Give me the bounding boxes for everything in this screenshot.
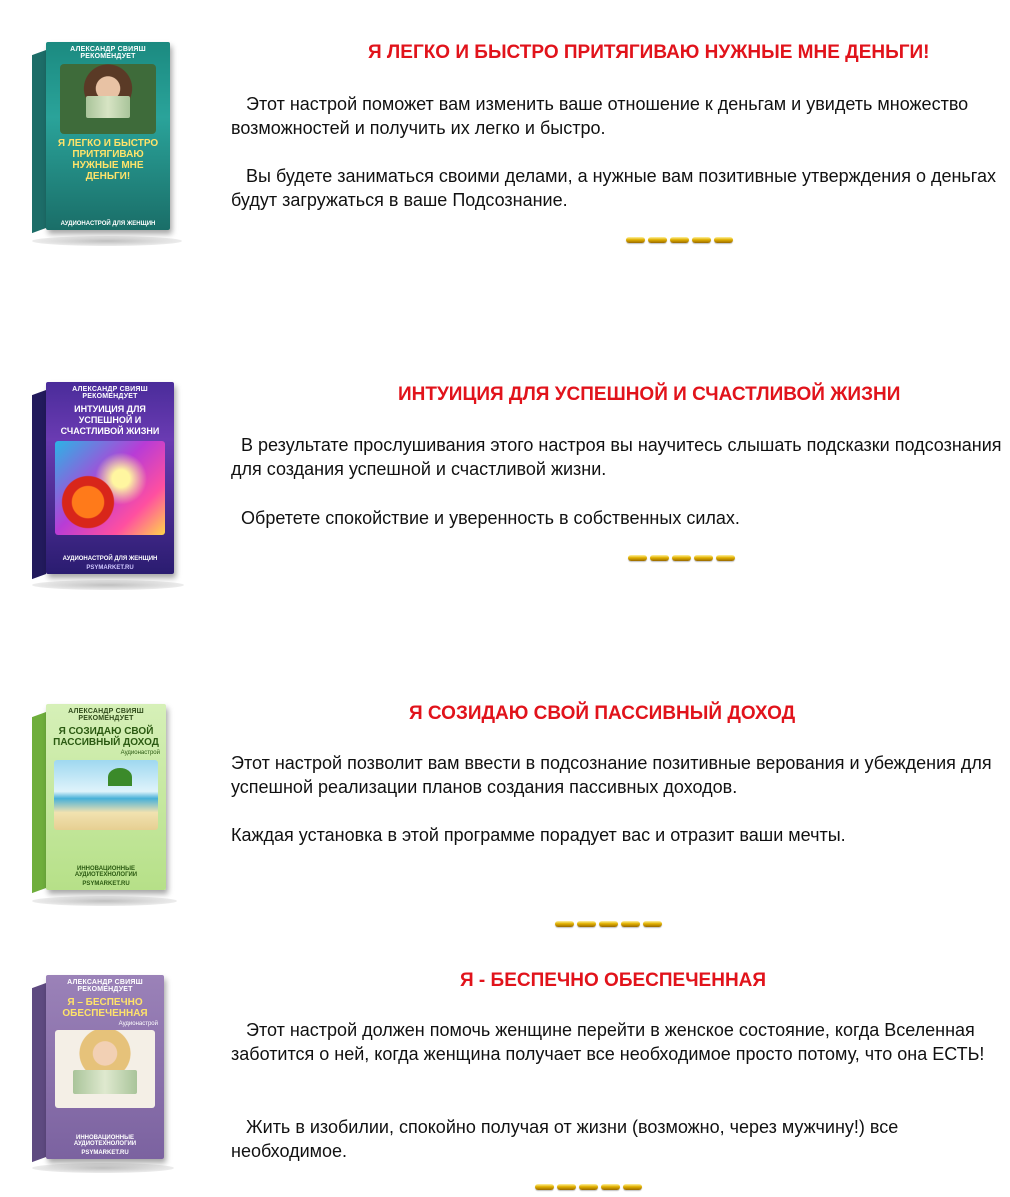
product-desc-4-p2: Жить в изобилии, спокойно получая от жизни (возможно, через мужчину!) все необходимое. <box>231 1117 904 1161</box>
money-icon <box>73 1070 137 1094</box>
beach-photo <box>54 760 158 830</box>
product-desc-3-p2: Каждая установка в этой программе порадует вас и отразит ваши мечты. <box>231 825 846 845</box>
gold-dot-divider-icon <box>628 555 735 563</box>
gold-dot-divider-icon <box>626 237 733 245</box>
woman-photo <box>60 64 156 134</box>
product-title-2: ИНТУИЦИЯ ДЛЯ УСПЕШНОЙ И СЧАСТЛИВОЙ ЖИЗНИ <box>398 384 901 405</box>
box-cover-4: АЛЕКСАНДР СВИЯШ РЕКОМЕНДУЕТ Я – БЕСПЕЧНО ОБЕСПЕЧЕННАЯ Аудионастрой ИННОВАЦИОННЫЕ АУДИОТЕХНОЛОГИИ PSYMARKET.RU <box>46 975 164 1159</box>
gold-dot-divider-icon <box>535 1184 642 1192</box>
box-cover-3: АЛЕКСАНДР СВИЯШ РЕКОМЕНДУЕТ Я СОЗИДАЮ СВОЙ ПАССИВНЫЙ ДОХОД Аудионастрой ИННОВАЦИОННЫЕ АУДИОТЕХНОЛОГИИ PSYMARKET.RU <box>46 704 166 890</box>
product-desc-3-p1: Этот настрой позволит вам ввести в подсознание позитивные верования и убеждения для успешной реализации планов создания пассивных доходов. <box>231 753 997 797</box>
money-icon <box>86 96 130 118</box>
product-box-3[interactable] <box>32 704 170 902</box>
intuition-art <box>55 441 165 535</box>
product-desc-4-p1: Этот настрой должен помочь женщине перейти в женское состояние, когда Вселенная заботится о ней, когда женщина получает все необходимое просто потому, что она ЕСТЬ! <box>231 1020 985 1064</box>
product-desc-1-p2: Вы будете заниматься своими делами, а нужные вам позитивные утверждения о деньгах будут загружаться в ваше Подсознание. <box>231 166 1001 210</box>
product-desc-2-p1: В результате прослушивания этого настроя вы научитесь слышать подсказки подсознания для создания успешной и счастливой жизни. <box>231 435 1007 479</box>
product-title-4: Я - БЕСПЕЧНО ОБЕСПЕЧЕННАЯ <box>460 970 767 991</box>
product-desc-2-p2: Обретете спокойствие и уверенность в собственных силах. <box>231 508 740 528</box>
product-title-3: Я СОЗИДАЮ СВОЙ ПАССИВНЫЙ ДОХОД <box>409 703 796 724</box>
box-cover-1: АЛЕКСАНДР СВИЯШ РЕКОМЕНДУЕТ Я ЛЕГКО И БЫСТРО ПРИТЯГИВАЮ НУЖНЫЕ МНЕ ДЕНЬГИ! АУДИОНАСТРОЙ ДЛЯ ЖЕНЩИН <box>46 42 170 230</box>
palm-icon <box>108 768 132 786</box>
product-title-1: Я ЛЕГКО И БЫСТРО ПРИТЯГИВАЮ НУЖНЫЕ МНЕ ДЕНЬГИ! <box>368 42 930 63</box>
woman-money-photo <box>55 1030 155 1108</box>
product-1 <box>0 0 1010 300</box>
product-box-2[interactable] <box>32 382 177 587</box>
product-box-1[interactable] <box>32 42 174 242</box>
box-cover-2: АЛЕКСАНДР СВИЯШ РЕКОМЕНДУЕТ ИНТУИЦИЯ ДЛЯ УСПЕШНОЙ И СЧАСТЛИВОЙ ЖИЗНИ АУДИОНАСТРОЙ ДЛЯ ЖЕНЩИН PSYMARKET.RU <box>46 382 174 574</box>
gold-dot-divider-icon <box>555 921 662 929</box>
product-box-4[interactable] <box>32 975 168 1170</box>
product-desc-1-p1: Этот настрой поможет вам изменить ваше отношение к деньгам и увидеть множество возможностей и получить их легко и быстро. <box>231 94 974 138</box>
